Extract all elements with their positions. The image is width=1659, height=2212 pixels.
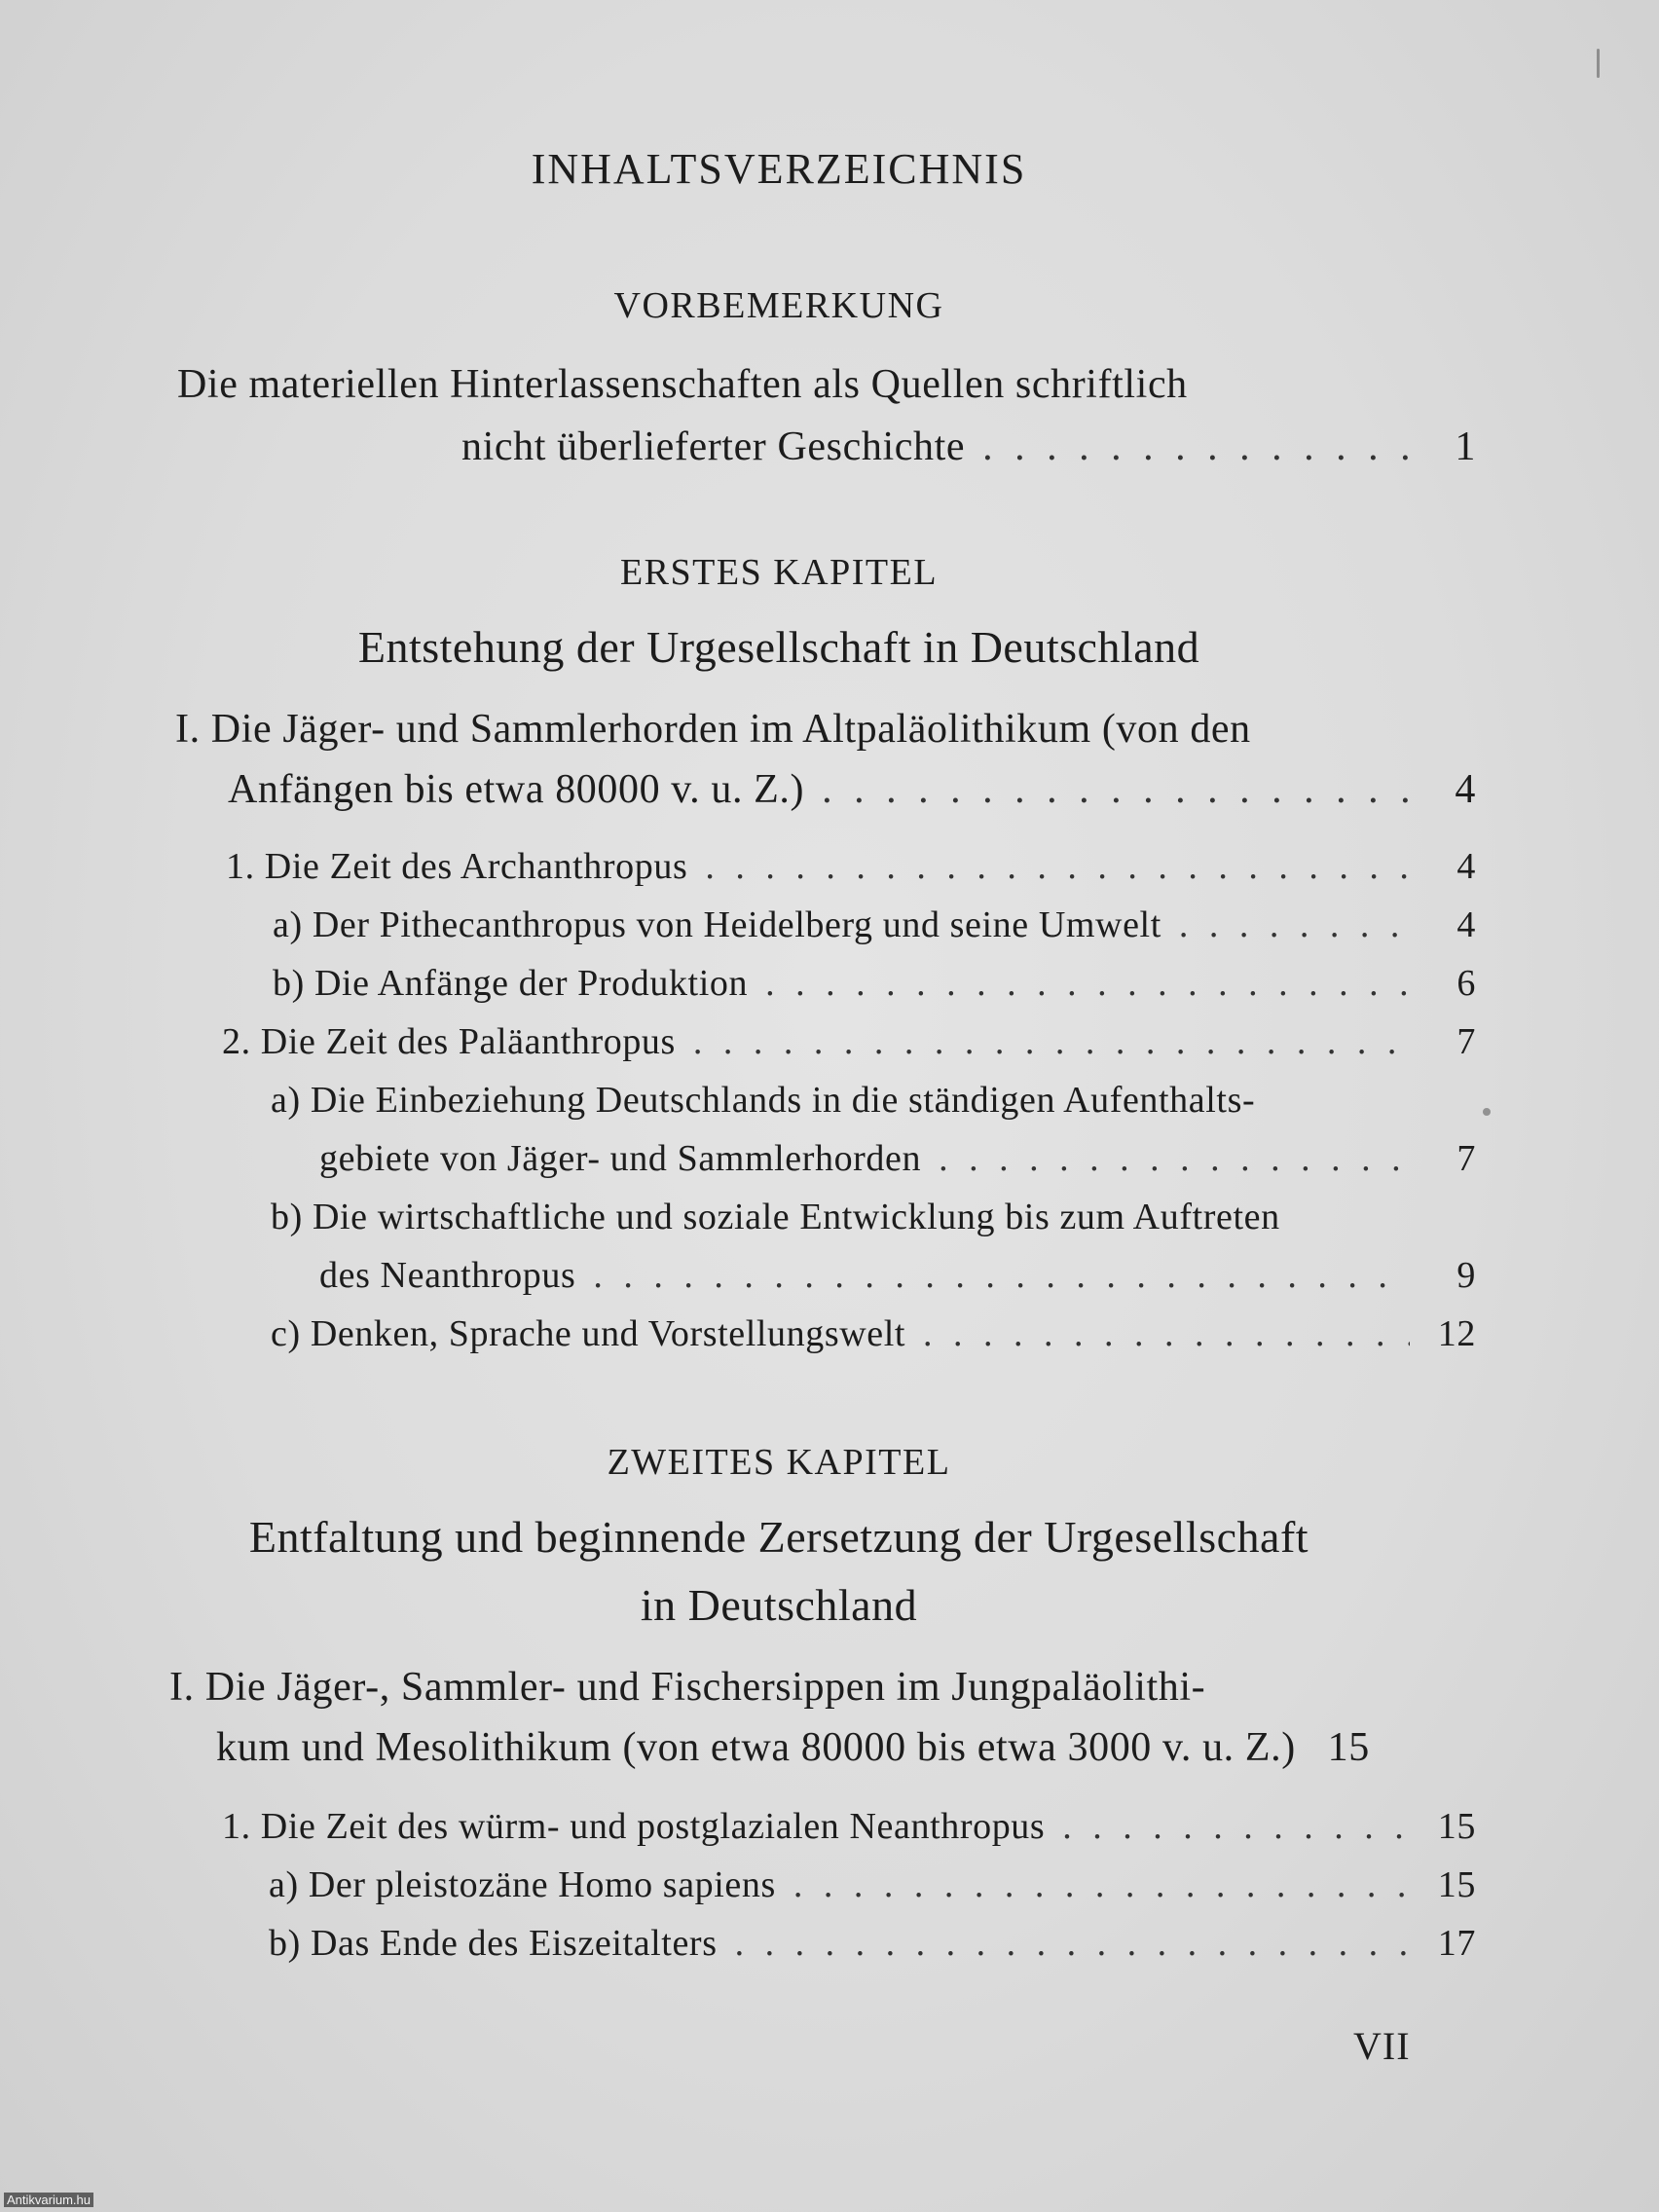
toc-entry-line1: a) Die Einbeziehung Deutschlands in die ständigen Aufenthalts- <box>271 1080 1256 1121</box>
toc-entry <box>273 903 1476 948</box>
entry-text: nicht überlieferter Geschichte <box>461 424 966 469</box>
leader-dots <box>923 1312 1410 1357</box>
entry-text: 2. Die Zeit des Paläanthropus <box>222 1021 676 1062</box>
leader-dots <box>705 845 1410 890</box>
page-number: 17 <box>1437 1923 1476 1964</box>
entry-text: a) Der Pithecanthropus von Heidelberg und seine Umwelt <box>273 904 1161 945</box>
chapter2-title-line1: Entfaltung und beginnende Zersetzung der Urgesellschaft <box>248 1512 1309 1562</box>
entry-text: 1. Die Zeit des würm- und postglazialen Neanthropus <box>222 1806 1046 1847</box>
toc-entry <box>222 1805 1476 1850</box>
entry-text: Anfängen bis etwa 80000 v. u. Z.) <box>228 767 805 812</box>
toc-entry-line1: b) Die wirtschaftliche und soziale Entwicklung bis zum Auftreten <box>271 1197 1280 1237</box>
entry-text: kum und Mesolithikum (von etwa 80000 bis etwa 3000 v. u. Z.) <box>216 1725 1296 1770</box>
page-number: 12 <box>1437 1313 1476 1354</box>
chapter1-section-line1: I. Die Jäger- und Sammlerhorden im Altpaläolithikum (von den <box>175 707 1251 752</box>
toc-entry <box>269 1863 1476 1908</box>
toc-entry <box>269 1922 1476 1967</box>
paper-mark <box>1597 49 1600 78</box>
leader-dots <box>1179 903 1410 948</box>
leader-dots <box>1062 1805 1410 1850</box>
page-number: 15 <box>1437 1864 1476 1905</box>
toc-entry <box>319 1137 1476 1182</box>
watermark: Antikvarium.hu <box>4 2193 93 2207</box>
page-number: 15 <box>1437 1806 1476 1847</box>
chapter2-section-entry <box>216 1723 1476 1772</box>
toc-entry <box>226 845 1476 890</box>
chapter2-section-line1: I. Die Jäger-, Sammler- und Fischersippen im Jungpaläolithi- <box>169 1665 1206 1710</box>
toc-title: INHALTSVERZEICHNIS <box>531 145 1027 193</box>
page-folio: VII <box>1353 2024 1411 2068</box>
page-number: 15 <box>1327 1725 1370 1770</box>
page-number: 7 <box>1456 1138 1476 1179</box>
toc-entry <box>273 962 1476 1007</box>
entry-text: c) Denken, Sprache und Vorstellungswelt <box>271 1313 906 1354</box>
vorbemerkung-line1: Die materiellen Hinterlassenschaften als Quellen schriftlich <box>177 362 1188 407</box>
entry-text: b) Das Ende des Eiszeitalters <box>269 1923 718 1964</box>
page-number: 7 <box>1456 1021 1476 1062</box>
leader-dots <box>765 962 1410 1007</box>
entry-text: 1. Die Zeit des Archanthropus <box>226 846 688 887</box>
entry-text: b) Die Anfänge der Produktion <box>273 963 749 1004</box>
leader-dots <box>822 765 1410 814</box>
vorbemerkung-heading: VORBEMERKUNG <box>613 285 944 326</box>
leader-dots <box>793 1863 1410 1908</box>
paper-speck <box>1483 1108 1491 1116</box>
page-number: 6 <box>1456 963 1476 1004</box>
page-number: 4 <box>1456 846 1476 887</box>
page-number: 1 <box>1455 424 1476 469</box>
toc-entry <box>271 1312 1476 1357</box>
leader-dots <box>939 1137 1410 1182</box>
chapter2-label: ZWEITES KAPITEL <box>607 1442 951 1483</box>
leader-dots <box>593 1254 1410 1299</box>
leader-dots <box>982 423 1410 471</box>
page-number: 4 <box>1456 904 1476 945</box>
entry-text: des Neanthropus <box>319 1255 576 1296</box>
entry-text: a) Der pleistozäne Homo sapiens <box>269 1864 776 1905</box>
leader-dots <box>693 1020 1410 1065</box>
chapter2-title-line2: in Deutschland <box>640 1580 918 1630</box>
vorbemerkung-entry <box>461 423 1476 471</box>
chapter1-title: Entstehung der Urgesellschaft in Deutschland <box>357 622 1200 672</box>
entry-text: gebiete von Jäger- und Sammlerhorden <box>319 1138 922 1179</box>
page-number: 9 <box>1456 1255 1476 1296</box>
page-number: 4 <box>1455 767 1476 812</box>
chapter1-section-entry <box>228 765 1476 814</box>
toc-entry <box>319 1254 1476 1299</box>
chapter1-label: ERSTES KAPITEL <box>619 552 939 593</box>
leader-dots <box>735 1922 1410 1967</box>
toc-entry <box>222 1020 1476 1065</box>
